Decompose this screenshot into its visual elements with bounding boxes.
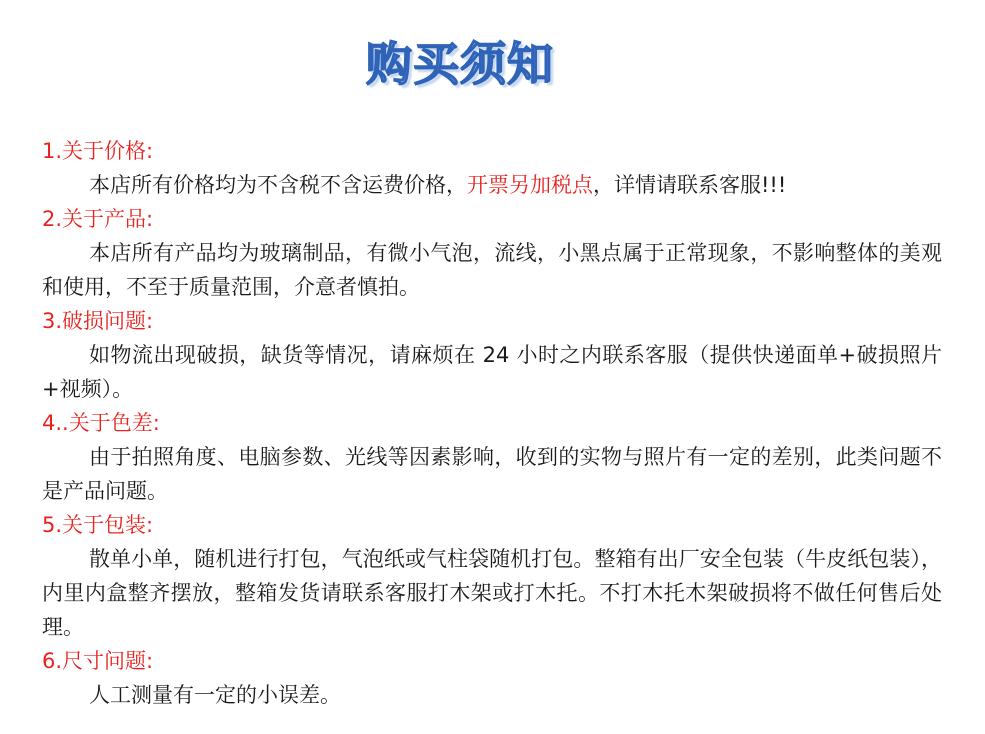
section-text-packaging: 散单小单，随机进行打包，气泡纸或气柱袋随机打包。整箱有出厂安全包装（牛皮纸包装），内里内盒整齐摆放，整箱发货请联系客服打木架或打木托。不打木托木架破损将不做任何售后处理。 (42, 547, 942, 639)
section-heading-damage: 3.破损问题: (42, 309, 154, 333)
section-text-color: 由于拍照角度、电脑参数、光线等因素影响，收到的实物与照片有一定的差别，此类问题不是产品问题。 (42, 445, 942, 503)
price-text-before: 本店所有价格均为不含税不含运费价格， (89, 173, 467, 197)
section-text-damage: 如物流出现破损，缺货等情况，请麻烦在 24 小时之内联系客服（提供快递面单+破损照片+视频）。 (42, 343, 942, 401)
section-heading-price: 1.关于价格: (42, 139, 154, 163)
page-title: 购买须知 (366, 37, 554, 91)
section-text-price (42, 168, 942, 202)
section-heading-color: 4..关于色差: (42, 411, 160, 435)
section-heading-packaging: 5.关于包装: (42, 513, 154, 537)
price-text-highlight: 开票另加税点 (467, 173, 593, 197)
notice-content (42, 134, 942, 712)
section-heading-product: 2.关于产品: (42, 207, 154, 231)
price-text-after: ，详情请联系客服!!! (593, 173, 787, 197)
section-text-size: 人工测量有一定的小误差。 (89, 683, 341, 707)
section-heading-size: 6.尺寸问题: (42, 649, 154, 673)
section-text-product: 本店所有产品均为玻璃制品，有微小气泡，流线，小黑点属于正常现象，不影响整体的美观和使用，不至于质量范围，介意者慎拍。 (42, 241, 942, 299)
